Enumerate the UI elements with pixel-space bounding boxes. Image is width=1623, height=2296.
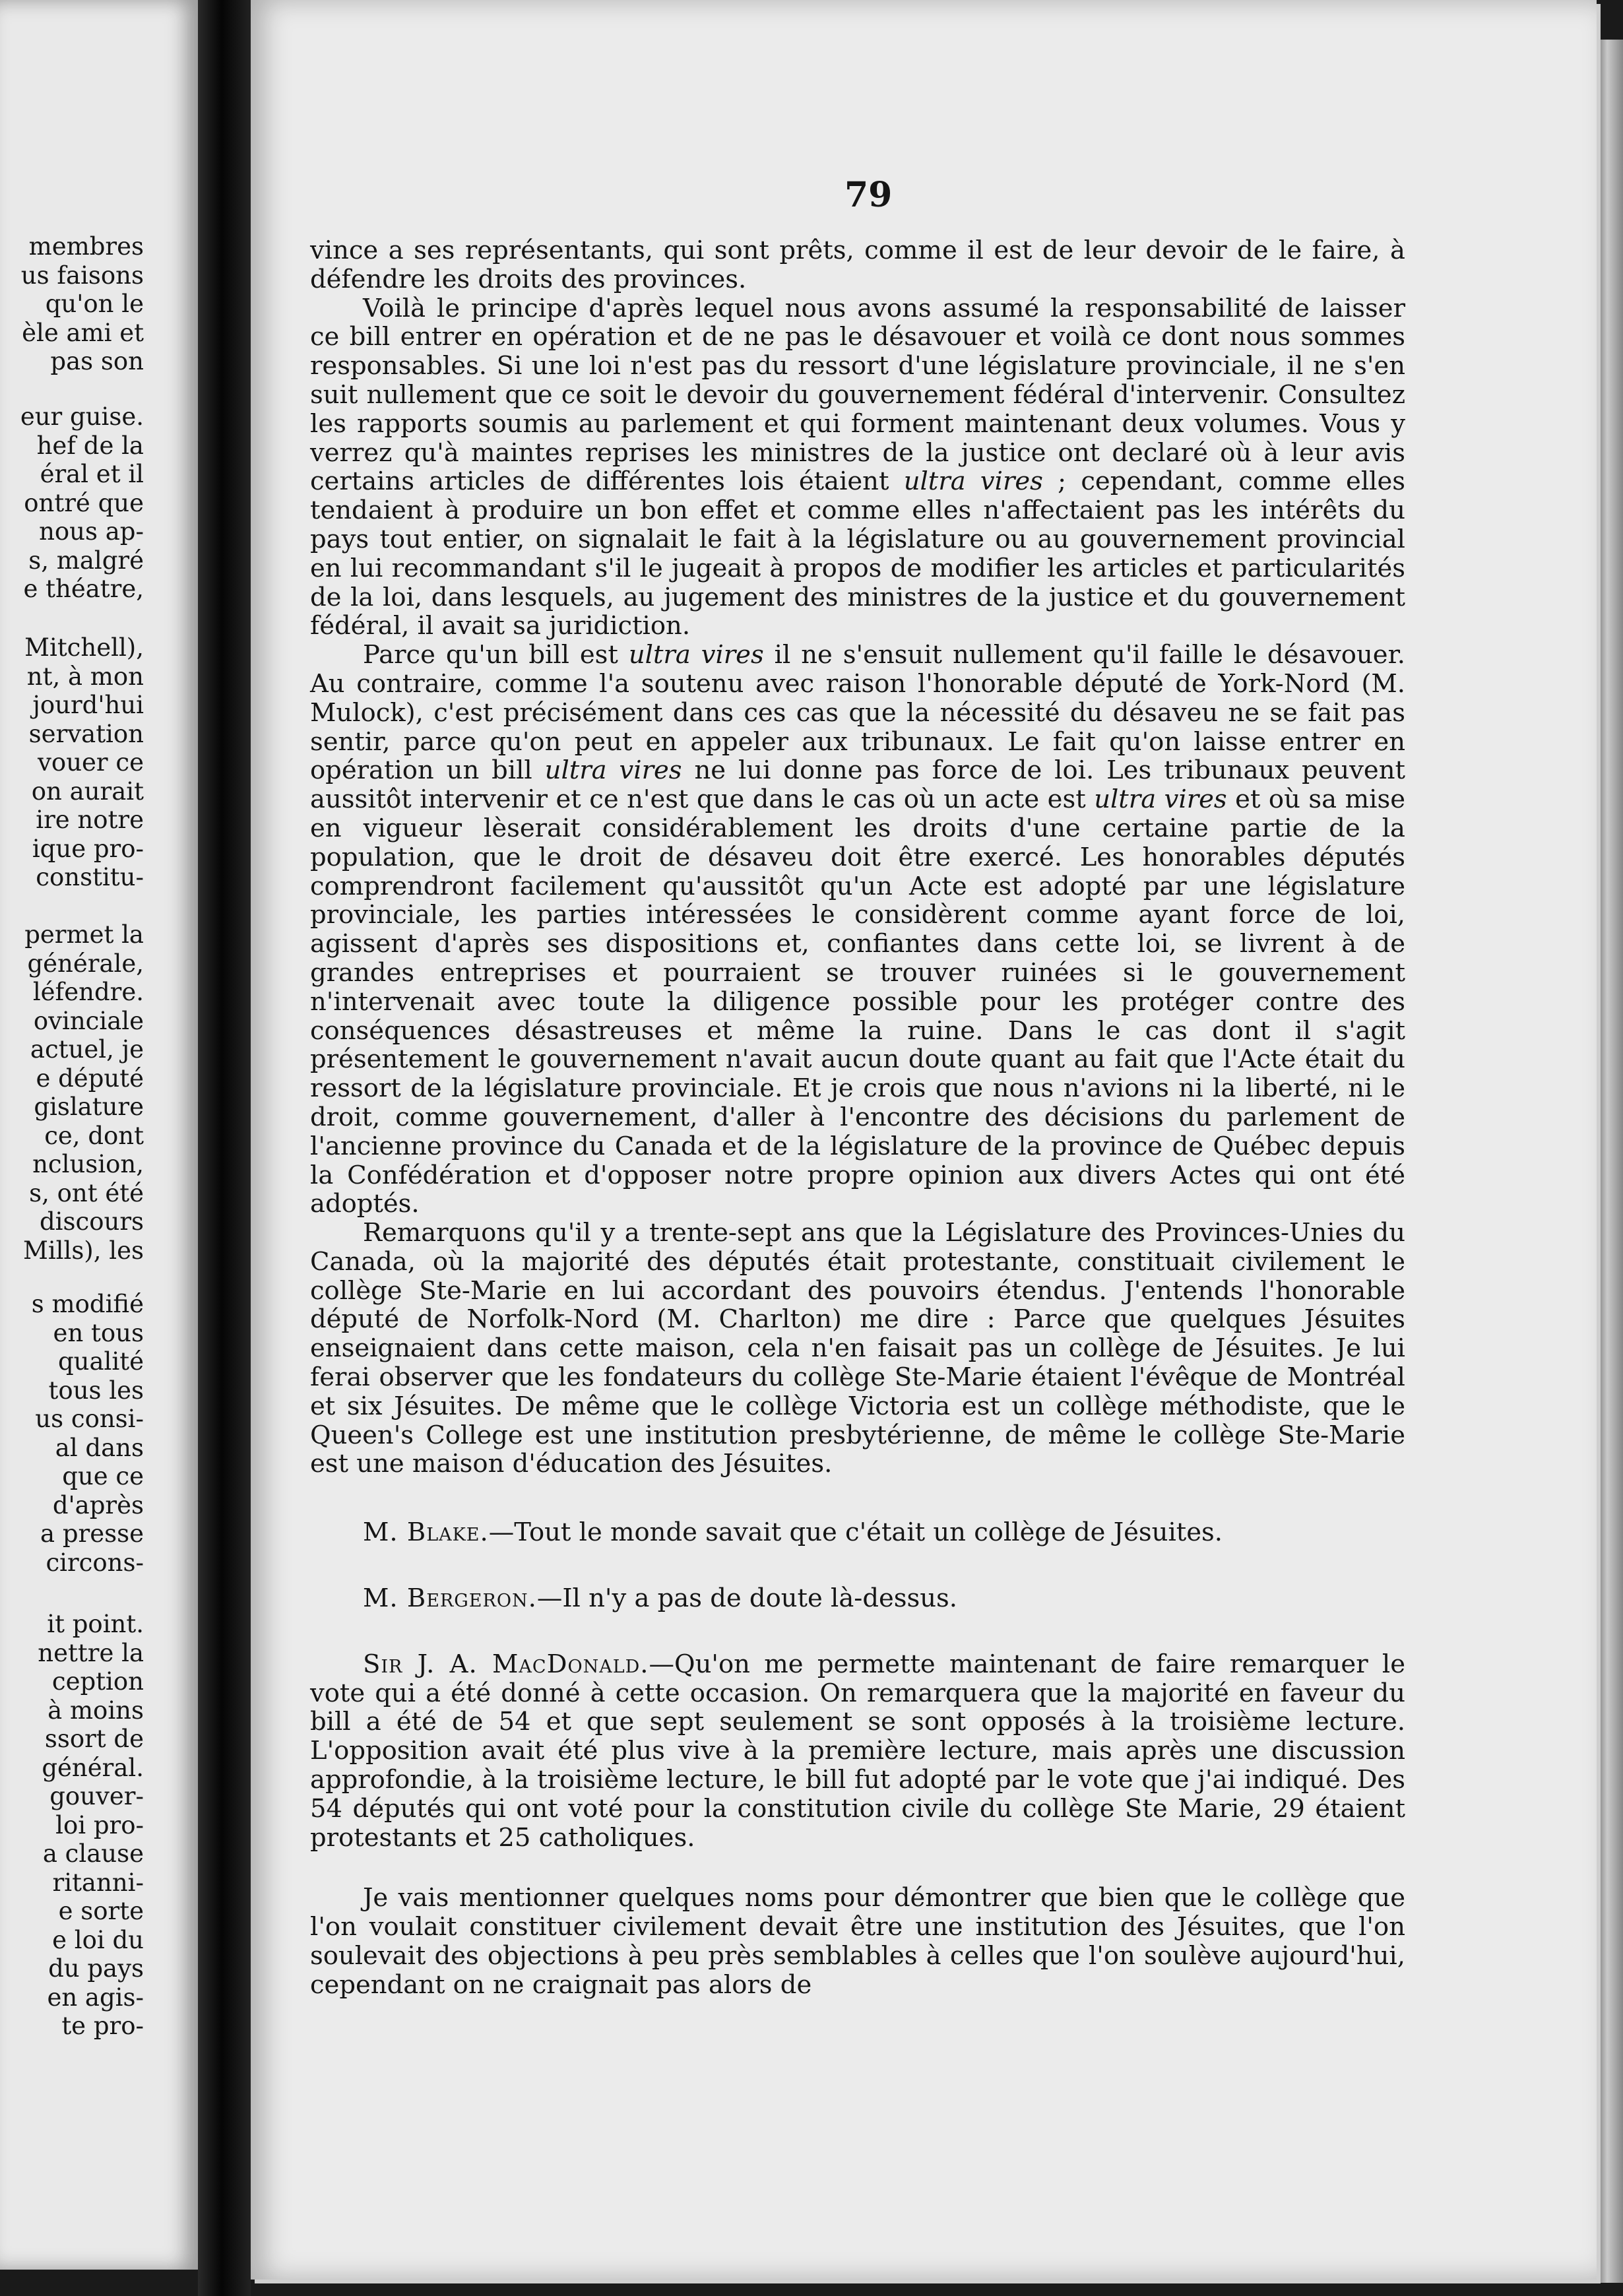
speech-bergeron bbox=[310, 1584, 1405, 1613]
fragment-line: ire notre bbox=[36, 806, 144, 834]
facing-page-fragments-2 bbox=[0, 402, 144, 604]
facing-page bbox=[0, 0, 198, 2270]
speech-blake bbox=[310, 1518, 1405, 1547]
paragraph bbox=[310, 641, 1405, 1219]
fragment-line: actuel, je bbox=[30, 1035, 144, 1064]
fragment-line: que ce bbox=[62, 1462, 144, 1490]
fragment-line: ception bbox=[51, 1667, 144, 1696]
fragment-line: it point. bbox=[47, 1610, 144, 1638]
fragment-line: servation bbox=[28, 719, 144, 748]
fragment-line: Mitchell), bbox=[24, 633, 144, 662]
speaker-name: M. Blake. bbox=[363, 1517, 489, 1548]
fragment-line: membres bbox=[28, 232, 144, 261]
fragment-line: Mills), les bbox=[22, 1236, 144, 1265]
fragment-line: ovinciale bbox=[33, 1006, 144, 1035]
fragment-line: s, ont été bbox=[29, 1178, 144, 1207]
fragment-line: qu'on le bbox=[45, 290, 144, 318]
fragment-line: e loi du bbox=[52, 1925, 144, 1954]
facing-page-fragments-6 bbox=[0, 1610, 144, 2041]
fragment-line: te pro- bbox=[61, 2012, 144, 2040]
text-run: Parce qu'un bill est bbox=[363, 640, 618, 670]
fragment-line: ce, dont bbox=[44, 1121, 144, 1150]
fragment-line: pas son bbox=[50, 347, 144, 375]
fragment-line: jourd'hui bbox=[32, 691, 144, 719]
fragment-line: ontré que bbox=[24, 488, 144, 517]
latin-term: ultra vires bbox=[903, 466, 1043, 497]
facing-page-fragments-5 bbox=[0, 1290, 144, 1577]
latin-term: ultra vires bbox=[628, 640, 764, 670]
fragment-line: us consi- bbox=[35, 1405, 144, 1433]
fragment-line: d'après bbox=[52, 1490, 144, 1519]
speaker-name: Sir J. A. MacDonald. bbox=[363, 1649, 649, 1679]
paragraph: Je vais mentionner quelques noms pour démontrer que bien que le collège que l'on voulait constituer civilement devait être une institution des Jésuites, que l'on soulevait des objections à peu près semblables à celles que l'on soulève aujourd'hui, cependant on ne craignait pas alors de bbox=[310, 1883, 1405, 2000]
text-run: Voilà le principe d'après lequel nous avons assumé la responsabilité de laisser ce bill entrer en opération et de ne pas le désavouer et voilà ce dont nous sommes responsables. Si une loi n'est pas du ressort d'une législature provinciale, il ne s'en suit nullement que ce soit le devoir du gouvernement fédéral d'intervenir. Consultez les rapports soumis au parlement et qui forment maintenant deux volumes. Vous y verrez qu'à maintes reprises les ministres de la justice ont declaré où à leur avis certains articles de différentes lois étaient bbox=[310, 293, 1405, 497]
fragment-line: tous les bbox=[48, 1376, 144, 1405]
fragment-line: vouer ce bbox=[38, 748, 144, 777]
fragment-line: en agis- bbox=[47, 1983, 144, 2012]
facing-page-fragments-1 bbox=[0, 232, 144, 376]
fragment-line: nous ap- bbox=[39, 517, 144, 546]
fragment-line: circons- bbox=[46, 1548, 144, 1577]
fragment-line: constitu- bbox=[36, 863, 144, 891]
speech-text: —Il n'y a pas de doute là-dessus. bbox=[536, 1583, 958, 1614]
speech-text: —Qu'on me permette maintenant de faire remarquer le vote qui a été donné à cette occasion. On remarquera que la majorité en faveur du bill a été de 54 et que sept seulement se sont opposés à la troisième lecture. L'opposition avait été plus vive à la première lecture, mais après une discussion approfondie, à la troisième lecture, le bill fut adopté par le vote que j'ai indiqué. Des 54 députés qui ont voté pour la constitution civile du collège Ste Marie, 29 étaient protestants et 25 catholiques. bbox=[310, 1649, 1406, 1853]
page-number: 79 bbox=[844, 175, 893, 215]
fragment-line: hef de la bbox=[36, 431, 144, 460]
fragment-line: ssort de bbox=[44, 1725, 144, 1753]
fragment-line: nettre la bbox=[38, 1638, 144, 1667]
text-run: il ne s'ensuit nullement qu'il faille le désavouer. Au contraire, comme l'a soutenu avec raison l'honorable député de York-Nord (M. Mulock), c'est précisément dans ces cas que la nécessité du désaveu ne se fait pas sentir, parce qu'on peut en appeler aux tribunaux. Le fait qu'on laisse entrer en opération un bill bbox=[310, 640, 1405, 786]
fragment-line: général. bbox=[42, 1753, 144, 1782]
text-run: ne lui donne pas force de loi. Les tribunaux peuvent aussitôt intervenir et ce n'est que dans le cas où un acte est bbox=[310, 755, 1405, 815]
text-run: ; cependant, comme elles tendaient à produire un bon effet et comme elles n'affectaient pas les intérêts du pays tout entier, on signalait le fait à la législature ou au gouvernement provincial en lui recommandant s'il le jugeait à propos de modifier les articles et particularités de la loi, dans lesquels, au jugement des ministres de la justice et du gouvernement fédéral, il avait sa juridiction. bbox=[310, 466, 1405, 641]
fragment-line: a clause bbox=[42, 1839, 144, 1868]
fragment-line: s modifié bbox=[31, 1290, 144, 1318]
fragment-line: discours bbox=[39, 1207, 144, 1236]
fragment-line: gouver- bbox=[49, 1782, 144, 1810]
paragraph bbox=[310, 294, 1405, 641]
fragment-line: eur guise. bbox=[20, 402, 144, 431]
latin-term: ultra vires bbox=[544, 755, 682, 786]
fragment-line: s, malgré bbox=[28, 546, 144, 575]
fragment-line: e théatre, bbox=[23, 575, 144, 603]
fragment-line: e sorte bbox=[58, 1897, 144, 1925]
fragment-line: on aurait bbox=[31, 777, 144, 806]
fragment-line: en tous bbox=[53, 1318, 144, 1347]
speech-macdonald bbox=[310, 1650, 1405, 1853]
fragment-line: à moins bbox=[48, 1696, 144, 1725]
paragraph: vince a ses représentants, qui sont prêts, comme il est de leur devoir de le faire, à défendre les droits des provinces. bbox=[310, 236, 1405, 294]
fragment-line: léfendre. bbox=[32, 978, 144, 1006]
page-edge bbox=[1597, 40, 1623, 2283]
fragment-line: éral et il bbox=[40, 460, 144, 488]
speaker-name: M. Bergeron. bbox=[363, 1583, 537, 1614]
fragment-line: qualité bbox=[57, 1347, 144, 1376]
facing-page-fragments-4 bbox=[0, 920, 144, 1265]
text-run: et où sa mise en vigueur lèserait considérablement les droits d'une certaine partie de la population, que le droit de désaveu doit être exercé. Les honorables députés comprendront facilement qu'aussitôt qu'un Acte est adopté par une législature provinciale, les parties intéressées le considèrent comme ayant force de loi, agissent d'après ses dispositions et, confiantes dans cette loi, se livrent à de grandes entreprises et pourraient se trouver ruinées si le gouvernement n'intervenait avec toute la diligence possible pour les protéger contre des conséquences désastreuses et même la ruine. Dans le cas dont il s'agit présentement le gouvernement n'avait aucun doute quant au fait que l'Acte était du ressort de la législature provinciale. Et je crois que nous n'avions ni la liberté, ni le droit, comme gouvernement, d'aller à l'encontre des décisions du parlement de l'ancienne province du Canada et de la législature de la province de Québec depuis la Confédération et d'opposer notre propre opinion aux divers Actes qui ont été adoptés. bbox=[310, 784, 1405, 1219]
fragment-line: ritanni- bbox=[52, 1868, 144, 1897]
page-body bbox=[310, 236, 1405, 2000]
fragment-line: a presse bbox=[40, 1519, 144, 1548]
fragment-line: du pays bbox=[48, 1954, 144, 1983]
facing-page-fragments-3 bbox=[0, 633, 144, 892]
paragraph: Remarquons qu'il y a trente-sept ans que la Législature des Provinces-Unies du Canada, où la majorité des députés était protestante, constituait civilement le collège Ste-Marie en lui accordant des pouvoirs étendus. J'entends l'honorable député de Norfolk-Nord (M. Charlton) me dire : Parce que quelques Jésuites enseignaient dans cette maison, cela n'en faisait pas un collège de Jésuites. Je lui ferai observer que les fondateurs du collège Ste-Marie étaient l'évêque de Montréal et six Jésuites. De même que le collège Victoria est un collège méthodiste, que le Queen's College est une institution presbytérienne, de même le collège Ste-Marie est une maison d'éducation des Jésuites. bbox=[310, 1218, 1405, 1479]
speech-text: —Tout le monde savait que c'était un collège de Jésuites. bbox=[488, 1517, 1223, 1548]
fragment-line: nclusion, bbox=[32, 1150, 144, 1178]
fragment-line: e député bbox=[36, 1064, 144, 1093]
fragment-line: générale, bbox=[27, 949, 144, 978]
fragment-line: gislature bbox=[34, 1093, 144, 1121]
fragment-line: permet la bbox=[24, 920, 144, 949]
fragment-line: al dans bbox=[55, 1433, 144, 1462]
fragment-line: ique pro- bbox=[32, 834, 144, 863]
fragment-line: nt, à mon bbox=[26, 662, 144, 691]
book-gutter bbox=[198, 0, 251, 2296]
fragment-line: èle ami et bbox=[22, 318, 144, 347]
fragment-line: us faisons bbox=[20, 261, 144, 290]
latin-term: ultra vires bbox=[1094, 784, 1227, 815]
fragment-line: loi pro- bbox=[55, 1810, 144, 1839]
